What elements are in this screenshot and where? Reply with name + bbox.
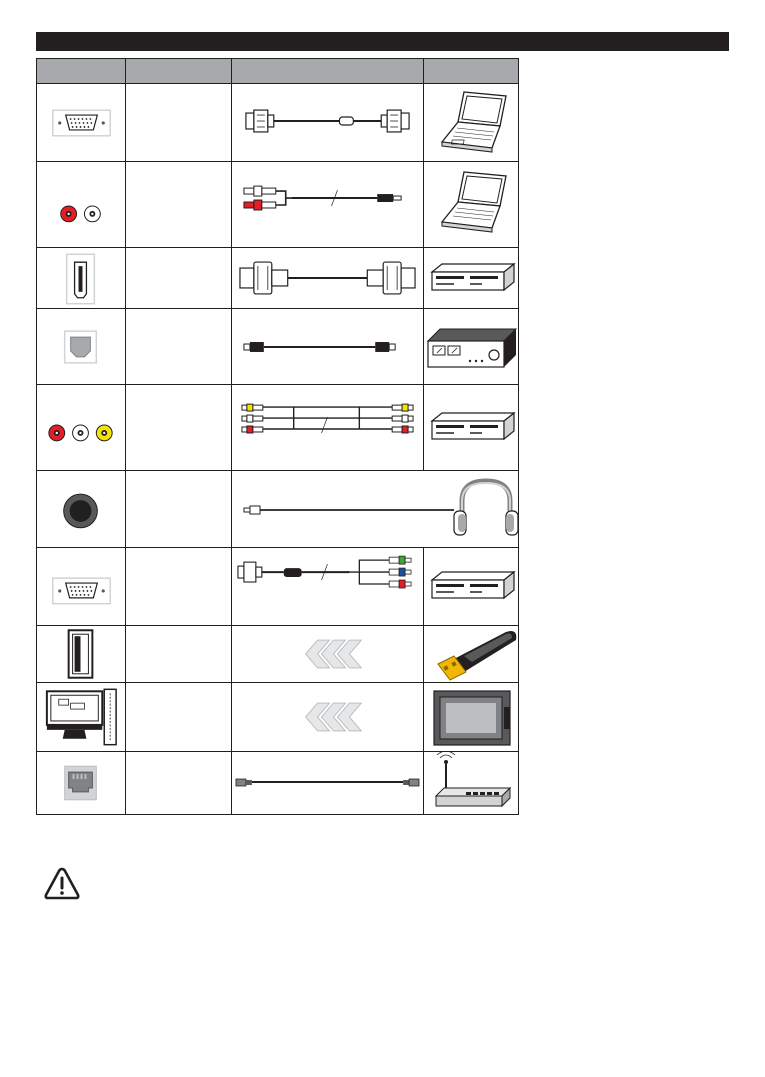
device-cell: [424, 626, 520, 682]
device-cell: [424, 309, 520, 384]
port-cell: [37, 752, 126, 814]
cable-cell: [232, 162, 424, 247]
rca-to-jack-cable-icon: [232, 162, 423, 247]
rca-3-cable-icon: [232, 385, 423, 470]
laptop-icon: [424, 84, 520, 161]
vga-cable-icon: [232, 84, 423, 161]
port-cell: [37, 683, 126, 751]
row-vga: [36, 84, 519, 162]
header-device: [423, 58, 519, 84]
headphone-cable-icon: [232, 471, 520, 547]
cable-cell: [232, 385, 424, 470]
device-cell: [424, 162, 520, 247]
header-type: [125, 58, 232, 84]
ethernet-cable-icon: [232, 752, 423, 814]
row-av: [36, 385, 519, 471]
cable-cell: [232, 471, 520, 547]
hdmi-port-icon: [37, 248, 125, 308]
type-cell: [126, 683, 232, 751]
cable-cell: [232, 683, 424, 751]
type-cell: [126, 626, 232, 682]
port-cell: [37, 162, 126, 247]
laptop-icon: [424, 162, 520, 247]
amplifier-icon: [424, 309, 520, 384]
vga-port-icon: [37, 548, 125, 625]
type-cell: [126, 752, 232, 814]
header-connector: [36, 58, 126, 84]
cable-cell: [232, 84, 424, 161]
port-cell: [37, 309, 126, 384]
player-device-icon: [424, 385, 520, 470]
type-cell: [126, 471, 232, 547]
device-cell: [424, 752, 520, 814]
port-cell: [37, 385, 126, 470]
port-cell: [37, 548, 126, 625]
usb-port-icon: [37, 626, 125, 682]
cable-cell: [232, 752, 424, 814]
type-cell: [126, 162, 232, 247]
port-cell: [37, 248, 126, 308]
insert-arrows-icon: [232, 683, 423, 751]
pc-audio-rca-port-icon: [37, 162, 125, 247]
av-rca-port-icon: [37, 385, 125, 470]
type-cell: [126, 548, 232, 625]
ethernet-port-icon: [37, 752, 125, 814]
usb-stick-icon: [424, 626, 520, 682]
port-cell: [37, 626, 126, 682]
row-ci: [36, 683, 519, 752]
row-component: [36, 548, 519, 626]
tv-side-ci-slot-icon: [37, 683, 125, 751]
row-headphone: [36, 471, 519, 548]
port-cell: [37, 84, 126, 161]
type-cell: [126, 385, 232, 470]
row-hdmi: [36, 248, 519, 309]
player-device-icon: [424, 548, 520, 625]
cable-cell: [232, 248, 424, 308]
device-cell: [424, 248, 520, 308]
cable-cell: [232, 309, 424, 384]
type-cell: [126, 84, 232, 161]
optical-cable-icon: [232, 309, 423, 384]
vga-to-component-cable-icon: [232, 548, 423, 625]
hdmi-cable-icon: [232, 248, 423, 308]
port-cell: [37, 471, 126, 547]
row-usb: [36, 626, 519, 683]
ci-module-icon: [424, 683, 520, 751]
vga-port-icon: [37, 84, 125, 161]
router-icon: [424, 752, 520, 814]
header-cables: [231, 58, 424, 84]
connection-table: [36, 58, 519, 815]
section-title-bar: [36, 32, 729, 51]
warning-icon: [43, 866, 81, 902]
row-ethernet: [36, 752, 519, 815]
cable-cell: [232, 548, 424, 625]
type-cell: [126, 248, 232, 308]
insert-arrows-icon: [232, 626, 423, 682]
optical-port-icon: [37, 309, 125, 384]
headphone-jack-port-icon: [37, 471, 125, 547]
device-cell: [424, 683, 520, 751]
device-cell: [424, 385, 520, 470]
player-device-icon: [424, 248, 520, 308]
device-cell: [424, 84, 520, 161]
headphones-icon: [454, 481, 518, 535]
type-cell: [126, 309, 232, 384]
row-optical: [36, 309, 519, 385]
row-pc-audio: [36, 162, 519, 248]
device-cell: [424, 548, 520, 625]
cable-cell: [232, 626, 424, 682]
